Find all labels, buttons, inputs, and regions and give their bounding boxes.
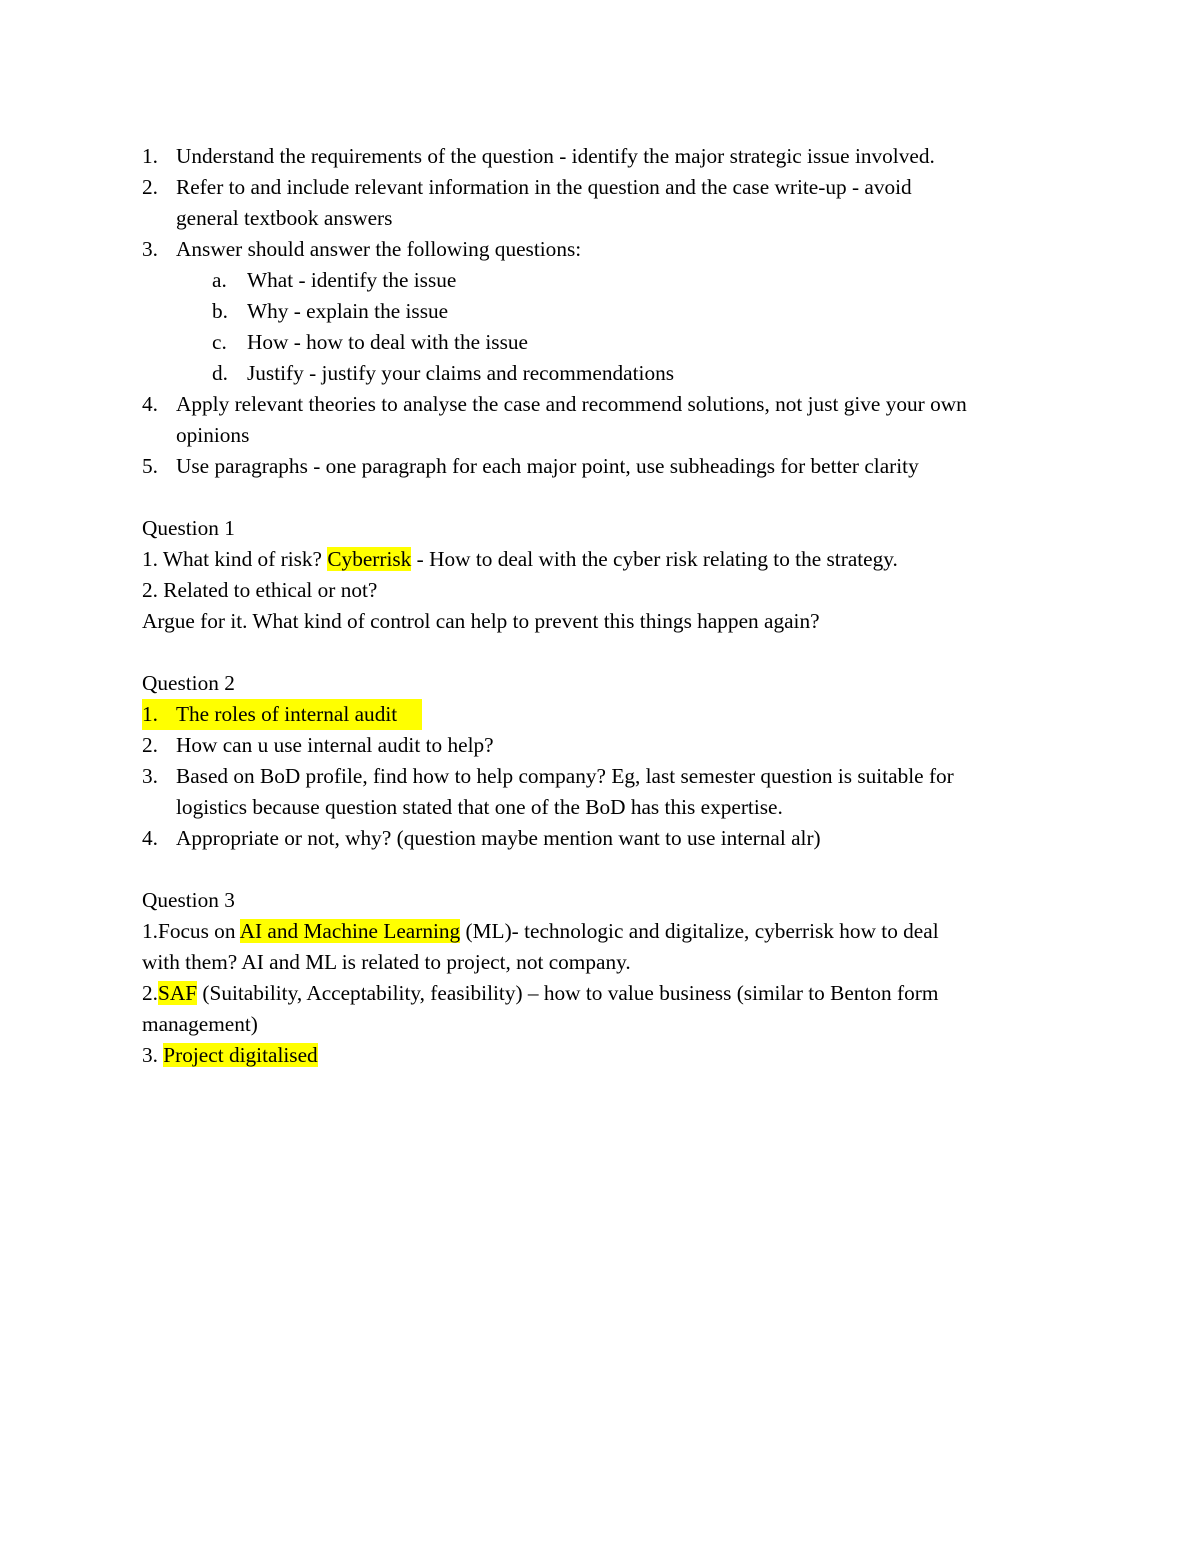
highlighted-text: SAF <box>157 981 198 1005</box>
sub-item-text: Why - explain the issue <box>247 299 449 323</box>
tip-text-continued: general textbook answers <box>176 206 393 230</box>
tip-text: Refer to and include relevant information in the question and the case write-up - avoid <box>176 175 912 199</box>
sub-item-letter: c. <box>212 330 227 354</box>
tip-item-1 <box>142 141 158 172</box>
tip-number: 1. <box>142 144 158 168</box>
tip-text: Apply relevant theories to analyse the case and recommend solutions, not just give your own <box>176 392 967 416</box>
text: - How to deal with the cyber risk relating to the strategy. <box>411 547 898 571</box>
question-3-heading: Question 3 <box>142 888 235 912</box>
q2-number: 2. <box>142 733 158 757</box>
sub-item-letter: a. <box>212 268 227 292</box>
tip-text: Understand the requirements of the question - identify the major strategic issue involved. <box>176 144 935 168</box>
question-3-line-1 <box>142 916 939 947</box>
text: (ML)- technologic and digitalize, cyberrisk how to deal <box>460 919 939 943</box>
sub-item-text: What - identify the issue <box>247 268 457 292</box>
tip-text-continued: opinions <box>176 423 250 447</box>
text: 3. <box>142 1043 164 1067</box>
sub-item-text: How - how to deal with the issue <box>247 330 528 354</box>
text: 1. What kind of risk? <box>142 547 328 571</box>
question-1-heading: Question 1 <box>142 516 235 540</box>
tip-text: Answer should answer the following questions: <box>176 237 582 261</box>
text: 1.Focus on <box>142 919 240 943</box>
tip-number: 4. <box>142 392 158 416</box>
sub-item-letter: d. <box>212 361 228 385</box>
highlighted-text: Cyberrisk <box>327 547 412 571</box>
tip-text: Use paragraphs - one paragraph for each major point, use subheadings for better clarity <box>176 454 919 478</box>
question-3-line-5 <box>142 1040 318 1071</box>
question-1-line-3: Argue for it. What kind of control can help to prevent this things happen again? <box>142 609 820 633</box>
q2-number: 4. <box>142 826 158 850</box>
q2-number: 1. <box>142 702 158 726</box>
question-3-line-3 <box>142 978 938 1009</box>
question-3-line-4: management) <box>142 1012 258 1036</box>
question-1-line-1 <box>142 544 898 575</box>
question-3-line-2: with them? AI and ML is related to project, not company. <box>142 950 631 974</box>
tip-number: 2. <box>142 175 158 199</box>
question-1-line-2: 2. Related to ethical or not? <box>142 578 378 602</box>
q2-text: How can u use internal audit to help? <box>176 733 494 757</box>
highlighted-text: Project digitalised <box>163 1043 318 1067</box>
q2-text-continued: logistics because question stated that one of the BoD has this expertise. <box>176 795 783 819</box>
text: (Suitability, Acceptability, feasibility) – how to value business (similar to Benton form <box>197 981 939 1005</box>
tip-number: 5. <box>142 454 158 478</box>
sub-item-text: Justify - justify your claims and recommendations <box>247 361 675 385</box>
q2-text: The roles of internal audit <box>176 702 398 726</box>
highlighted-text: AI and Machine Learning <box>239 919 461 943</box>
q2-text: Appropriate or not, why? (question maybe mention want to use internal alr) <box>176 826 821 850</box>
tip-number: 3. <box>142 237 158 261</box>
text: 2. <box>142 981 158 1005</box>
sub-item-letter: b. <box>212 299 228 323</box>
q2-text: Based on BoD profile, find how to help company? Eg, last semester question is suitable for <box>176 764 954 788</box>
q2-number: 3. <box>142 764 158 788</box>
question-2-heading: Question 2 <box>142 671 235 695</box>
